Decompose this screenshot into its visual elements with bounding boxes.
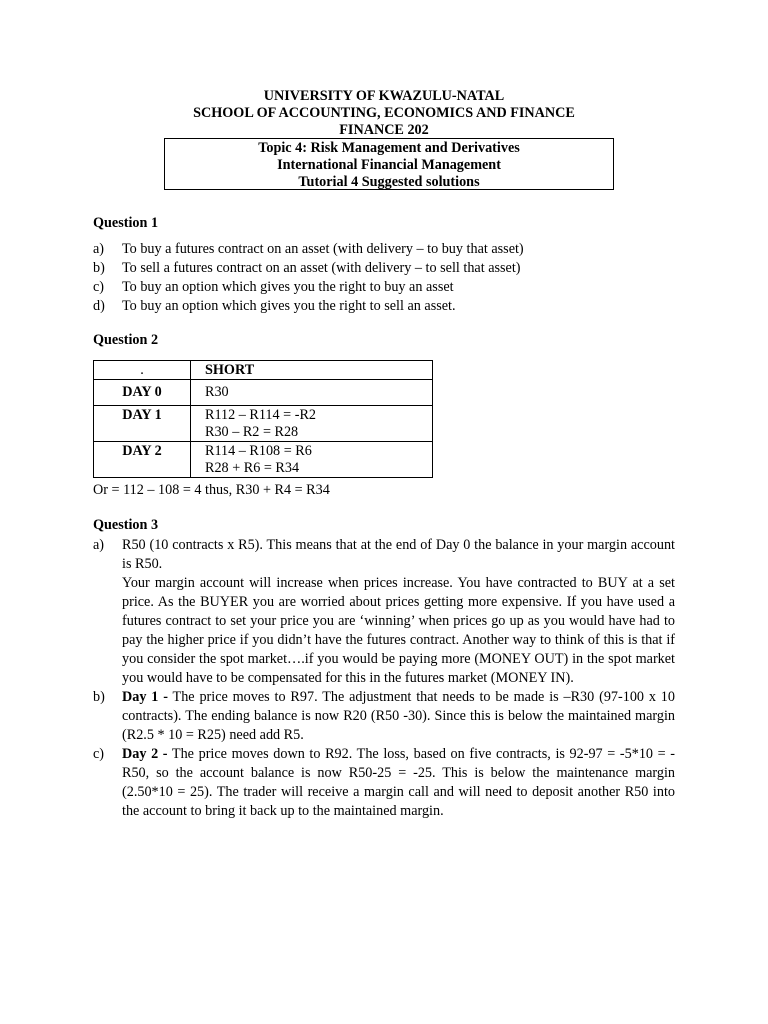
- list-marker: a): [93, 537, 105, 553]
- short-position-table: [93, 360, 433, 478]
- table-row: [94, 406, 433, 442]
- list-marker: a): [93, 241, 105, 257]
- row-label: DAY 0: [94, 380, 191, 406]
- list-marker: d): [93, 298, 105, 314]
- cell-line: R30: [205, 384, 229, 400]
- list-item-text: To sell a futures contract on an asset (with delivery – to sell that asset): [122, 260, 521, 276]
- table-row: [94, 442, 433, 478]
- list-item: [93, 297, 675, 316]
- table-corner: .: [94, 361, 191, 380]
- cell-line: R30 – R2 = R28: [205, 424, 299, 440]
- cell-line: R114 – R108 = R6: [205, 443, 312, 459]
- list-marker: b): [93, 260, 105, 276]
- question-2-note: Or = 112 – 108 = 4 thus, R30 + R4 = R34: [93, 482, 330, 498]
- list-item: [93, 745, 675, 821]
- cell-line: R28 + R6 = R34: [205, 460, 300, 476]
- list-item: [93, 536, 675, 688]
- list-item-text: To buy an option which gives you the right to buy an asset: [122, 279, 454, 295]
- question-1-heading: Question 1: [93, 215, 159, 231]
- topic-subtitle: International Financial Management: [277, 157, 501, 173]
- table-row: [94, 361, 433, 380]
- row-label: DAY 1: [94, 406, 191, 442]
- question-2-heading: Question 2: [93, 332, 159, 348]
- course-code: FINANCE 202: [339, 122, 429, 138]
- cell-line: R112 – R114 = -R2: [205, 407, 316, 423]
- list-marker: b): [93, 689, 105, 705]
- table-cell: [191, 406, 433, 442]
- list-item-text: R50 (10 contracts x R5). This means that at the end of Day 0 the balance in your margin account is R50.: [122, 537, 675, 572]
- tutorial-title: Tutorial 4 Suggested solutions: [298, 174, 480, 190]
- question-1-list: [93, 240, 675, 316]
- university-name: UNIVERSITY OF KWAZULU-NATAL: [263, 88, 505, 104]
- list-marker: c): [93, 746, 105, 762]
- list-item-text: The price moves to R97. The adjustment that needs to be made is –R30 (97-100 x 10 contracts). The ending balance is now R20 (R50 -30). Since this is below the maintained margin (R2.5 * 10 = R25) need add R5.: [122, 689, 675, 743]
- list-item: [93, 688, 675, 745]
- row-label: DAY 2: [94, 442, 191, 478]
- list-item: [93, 259, 675, 278]
- day-label: Day 1 -: [122, 689, 168, 705]
- school-name: SCHOOL OF ACCOUNTING, ECONOMICS AND FINANCE: [193, 105, 575, 121]
- list-item: [93, 240, 675, 259]
- question-3-list: [93, 536, 675, 821]
- table-column-header: SHORT: [191, 361, 433, 380]
- table-row: [94, 380, 433, 406]
- table-cell: [191, 442, 433, 478]
- list-item: [93, 278, 675, 297]
- question-3-heading: Question 3: [93, 517, 159, 533]
- list-item-text: Your margin account will increase when prices increase. You have contracted to BUY at a set price. As the BUYER you are worried about prices getting more expensive. If you have used a futures contract to set your price you are ‘winning’ when prices go up as you would have had to pay the higher price if you didn’t have the futures contract. Another way to think of this is that if you consider the spot market….if you would be paying more (MONEY OUT) in the spot market you would have to be compensated for this in the futures market (MONEY IN).: [122, 575, 675, 686]
- day-label: Day 2 -: [122, 746, 168, 762]
- topic-box: [164, 138, 614, 190]
- list-marker: c): [93, 279, 105, 295]
- list-item-text: To buy an option which gives you the right to sell an asset.: [122, 298, 456, 314]
- topic-title: Topic 4: Risk Management and Derivatives: [258, 140, 520, 156]
- table-cell: [191, 380, 433, 406]
- list-item-text: The price moves down to R92. The loss, based on five contracts, is 92-97 = -5*10 = - R50, so the account balance is now R50-25 = -25. This is below the maintenance margin (2.50*10 = 25). The trader will receive a margin call and will need to deposit another R50 into the account to bring it back up to the maintained margin.: [122, 746, 675, 819]
- list-item-text: To buy a futures contract on an asset (with delivery – to buy that asset): [122, 241, 524, 257]
